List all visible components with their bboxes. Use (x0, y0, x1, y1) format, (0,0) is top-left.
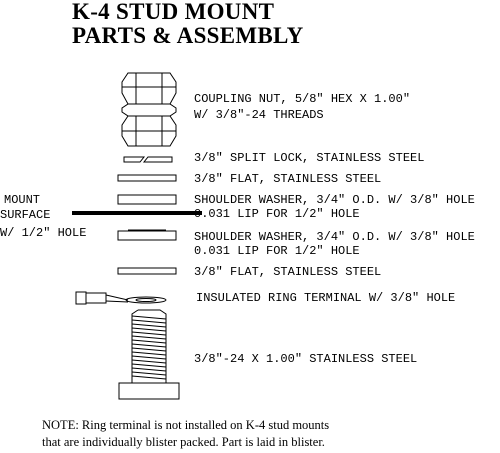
shoulder-washer-bottom-shape (118, 230, 176, 240)
thread-line (132, 344, 166, 347)
thread-line (132, 376, 166, 379)
thread-line (132, 324, 166, 327)
shoulder-washer-top-lip-label: 0.031 LIP FOR 1/2" HOLE (194, 207, 360, 221)
split-lock-washer-shape (124, 157, 172, 162)
mount-surface-line (72, 211, 202, 215)
flat-washer-top-label: 3/8" FLAT, STAINLESS STEEL (194, 172, 382, 186)
thread-line (132, 352, 166, 355)
shoulder-washer-top-shape (118, 195, 176, 204)
ring-terminal-label: INSULATED RING TERMINAL W/ 3/8" HOLE (196, 291, 456, 305)
mount-surface-label-line1: MOUNT (4, 193, 41, 207)
thread-line (132, 348, 166, 351)
mount-surface-label-line2: SURFACE (0, 208, 51, 222)
thread-line (132, 332, 166, 335)
mount-surface-label-line3: W/ 1/2" HOLE (0, 226, 87, 240)
thread-line (132, 316, 166, 319)
thread-line (132, 336, 166, 339)
thread-line (132, 360, 166, 363)
thread-line (132, 340, 166, 343)
flat-washer-top-shape (118, 175, 176, 181)
thread-line (132, 368, 166, 371)
flat-washer-bottom-shape (118, 268, 176, 274)
thread-line (132, 364, 166, 367)
shoulder-washer-top-label: SHOULDER WASHER, 3/4" O.D. W/ 3/8" HOLE (194, 193, 475, 207)
shoulder-washer-bottom-label: SHOULDER WASHER, 3/4" O.D. W/ 3/8" HOLE (194, 230, 475, 244)
flat-washer-bottom-label: 3/8" FLAT, STAINLESS STEEL (194, 265, 382, 279)
threaded-stud-shape (119, 310, 179, 399)
thread-line (132, 320, 166, 323)
thread-line (132, 328, 166, 331)
split-lock-label: 3/8" SPLIT LOCK, STAINLESS STEEL (194, 151, 425, 165)
stud-label: 3/8"-24 X 1.00" STAINLESS STEEL (194, 352, 418, 366)
thread-line (132, 372, 166, 375)
diagram-title-line1: K-4 STUD MOUNT (72, 0, 275, 24)
thread-line (132, 356, 166, 359)
note-line2: that are individually blister packed. Part is laid in blister. (42, 435, 325, 449)
shoulder-washer-bottom-lip-label: 0.031 LIP FOR 1/2" HOLE (194, 244, 360, 258)
coupling-nut-shape (122, 73, 176, 146)
note-line1: NOTE: Ring terminal is not installed on K-4 stud mounts (42, 418, 330, 432)
diagram-title-line2: PARTS & ASSEMBLY (72, 23, 304, 48)
coupling-nut-thread-label: W/ 3/8"-24 THREADS (194, 108, 324, 122)
coupling-nut-label: COUPLING NUT, 5/8" HEX X 1.00" (194, 92, 411, 106)
ring-terminal-shape (76, 292, 166, 304)
